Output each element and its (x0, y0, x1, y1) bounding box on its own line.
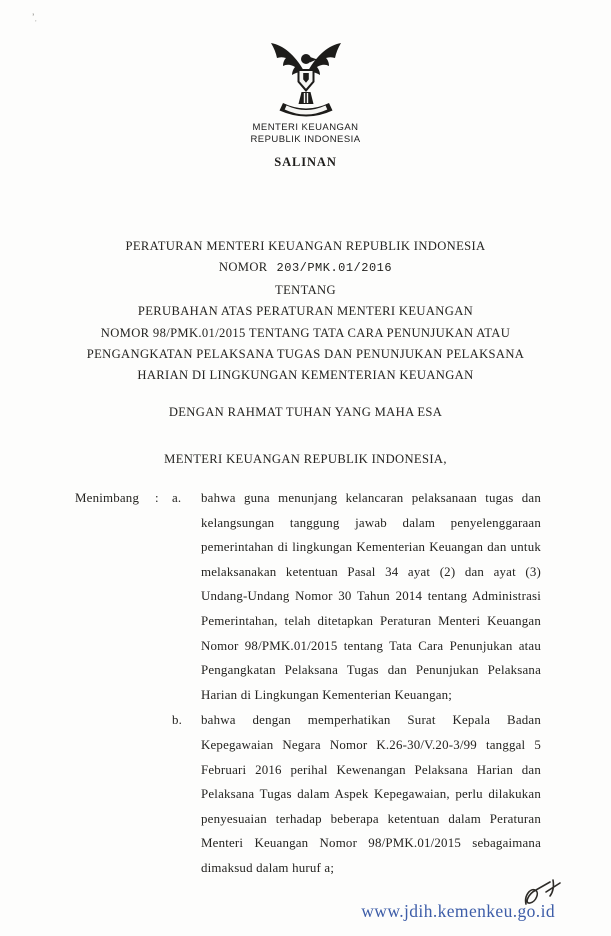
regulation-title: PERATURAN MENTERI KEUANGAN REPUBLIK INDONESIA (125, 239, 486, 253)
tentang-label: TENTANG (275, 282, 336, 297)
menteri-line: MENTERI KEUANGAN REPUBLIK INDONESIA, (164, 452, 447, 467)
subject-line-3: PENGANGKATAN PELAKSANA TUGAS DAN PENUNJUKAN PELAKSANA (86, 347, 525, 362)
item-letter-a: a. (172, 491, 182, 505)
rahmat-line: DENGAN RAHMAT TUHAN YANG MAHA ESA (168, 404, 443, 419)
subject-line-2: NOMOR 98/PMK.01/2015 TENTANG TATA CARA PENUNJUKAN ATAU (100, 325, 511, 340)
item-text-a: bahwa guna menunjang kelancaran pelaksanaan tugas dan kelangsungan tanggung jawab dalam penyelenggaraan pemerintahan di lingkungan Kementerian Keuangan dan untuk melaksanakan ketentuan Pasal 34 ayat (2) dan ayat (3) Undang-Undang Nomor 30 Tahun 2014 tentang Administrasi Pemerintahan, telah ditetapkan Peraturan Menteri Keuangan Nomor 98/PMK.01/2015 tentang Tata Cara Penunjukan atau Pengangkatan Pelaksana Tugas dan Penunjukan Pelaksana Harian di Lingkungan Kementerian Keuangan; (201, 491, 541, 702)
spacer (40, 387, 571, 402)
spacer (40, 423, 571, 449)
regulation-number-line (40, 257, 571, 279)
garuda-pancasila-emblem-icon (0, 36, 611, 118)
consideration-item-a (172, 486, 541, 707)
consideration-item-b (172, 708, 541, 880)
menimbang-colon: : (155, 491, 159, 505)
subject-line-1: PERUBAHAN ATAS PERATURAN MENTERI KEUANGAN (137, 304, 474, 319)
salinan-label: SALINAN (274, 155, 337, 169)
document-body (75, 486, 541, 881)
consideration-items (172, 486, 541, 881)
jdih-url: www.jdih.kemenkeu.go.id (361, 901, 555, 921)
nomor-value: 203/PMK.01/2016 (276, 261, 393, 276)
title-block (40, 236, 571, 471)
item-letter-b: b. (172, 713, 183, 728)
scan-artifact: ’̣ (31, 11, 37, 24)
nomor-label: NOMOR (218, 260, 268, 275)
subject-line-4: HARIAN DI LINGKUNGAN KEMENTERIAN KEUANGAN (137, 368, 474, 383)
ministry-name-line2: REPUBLIK INDONESIA (250, 133, 361, 145)
menimbang-section (75, 486, 541, 881)
item-text-b: bahwa dengan memperhatikan Surat Kepala Badan Kepegawaian Negara Nomor K.26-30/V.20-3/99 tanggal 5 Februari 2016 perihal Kewenangan Pelaksana Harian dan Pelaksana Tugas dalam Aspek Kepegawaian, perlu dilakukan penyesuaian terhadap beberapa ketentuan dalam Peraturan Menteri Keuangan Nomor 98/PMK.01/2015 sebagaimana dimaksud dalam huruf a; (201, 713, 541, 875)
letterhead (0, 36, 611, 170)
ministry-name-line1: MENTERI KEUANGAN (252, 122, 359, 133)
menimbang-label: Menimbang (75, 491, 140, 505)
